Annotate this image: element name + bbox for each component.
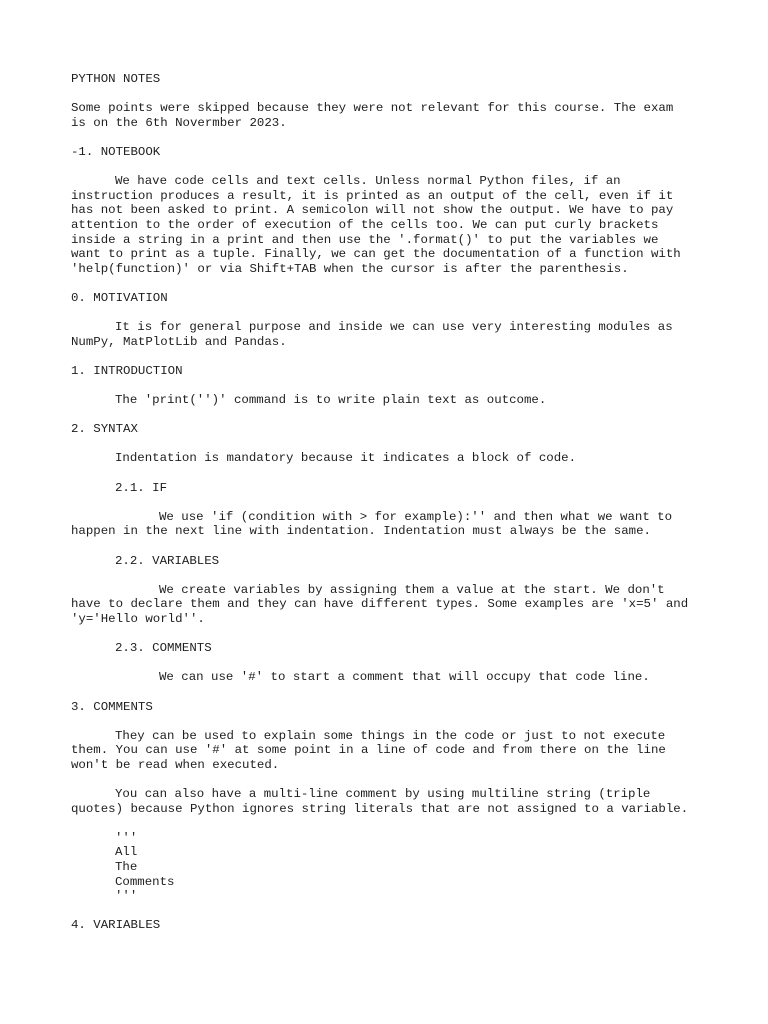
if-paragraph: We use 'if (condition with > for example):'' and then what we want to happen in the next line with indentation. Indentation must always be the same. — [71, 509, 673, 539]
spacer — [71, 539, 711, 554]
comments-paragraph-1: They can be used to explain some things in the code or just to not execute them. You can use '#' at some point in a line of code and from there on the line won't be read when executed. — [71, 728, 666, 772]
section-heading-motivation: 0. MOTIVATION — [71, 290, 168, 305]
subsection-heading-if: 2.1. IF — [115, 480, 168, 495]
comments-paragraph-2: You can also have a multi-line comment by using multiline string (triple quotes) because Python ignores string literals that are not assigned to a variable. — [71, 787, 689, 816]
spacer — [71, 656, 711, 671]
spacer — [71, 306, 711, 321]
notebook-paragraph: We have code cells and text cells. Unless normal Python files, if an instruction produces a result, it is printed as an output of the cell, even if it has not been asked to print. A semicolon will not show the output. We have to pay attention to the order of execution of the cells too. We can put curly brackets inside a string in a print and then use the '.format()' to put the variables we want to print as a tuple. Finally, we can get the documentation of a function with 'help(function)' or via Shift+TAB when the cursor is after the parenthesis. — [71, 174, 681, 276]
spacer — [71, 685, 711, 700]
document-title: PYTHON NOTES — [71, 72, 161, 86]
spacer — [71, 160, 711, 175]
section-heading-notebook: -1. NOTEBOOK — [71, 144, 161, 159]
spacer — [71, 276, 711, 291]
subsection-comments-paragraph: We can use '#' to start a comment that will occupy that code line. — [159, 670, 650, 685]
spacer — [71, 627, 711, 642]
intro-paragraph: Some points were skipped because they were not relevant for this course. The exam is on the 6th Novermber 2023. — [71, 101, 674, 130]
spacer — [71, 378, 711, 393]
spacer — [71, 568, 711, 583]
spacer — [71, 495, 711, 510]
spacer — [71, 816, 711, 831]
spacer — [71, 714, 711, 729]
subsection-heading-comments: 2.3. COMMENTS — [115, 641, 212, 656]
spacer — [71, 437, 711, 452]
document-page — [71, 72, 711, 933]
section-heading-variables: 4. VARIABLES — [71, 918, 161, 933]
spacer — [71, 87, 711, 102]
spacer — [71, 408, 711, 423]
section-heading-comments: 3. COMMENTS — [71, 699, 153, 714]
section-heading-introduction: 1. INTRODUCTION — [71, 363, 183, 378]
variables-paragraph: We create variables by assigning them a value at the start. We don't have to declare them and they can have different types. Some examples are 'x=5' and 'y='Hello world''. — [71, 582, 689, 626]
section-heading-syntax: 2. SYNTAX — [71, 422, 138, 437]
spacer — [71, 904, 711, 919]
spacer — [71, 466, 711, 481]
spacer — [71, 130, 711, 145]
syntax-paragraph: Indentation is mandatory because it indicates a block of code. — [115, 451, 577, 466]
spacer — [71, 349, 711, 364]
introduction-paragraph: The 'print('')' command is to write plain text as outcome. — [115, 393, 547, 408]
comments-code-block: ''' All The Comments ''' — [115, 830, 175, 904]
subsection-heading-variables: 2.2. VARIABLES — [115, 553, 220, 568]
spacer — [71, 773, 711, 788]
motivation-paragraph: It is for general purpose and inside we can use very interesting modules as NumPy, MatPlotLib and Pandas. — [71, 320, 673, 349]
